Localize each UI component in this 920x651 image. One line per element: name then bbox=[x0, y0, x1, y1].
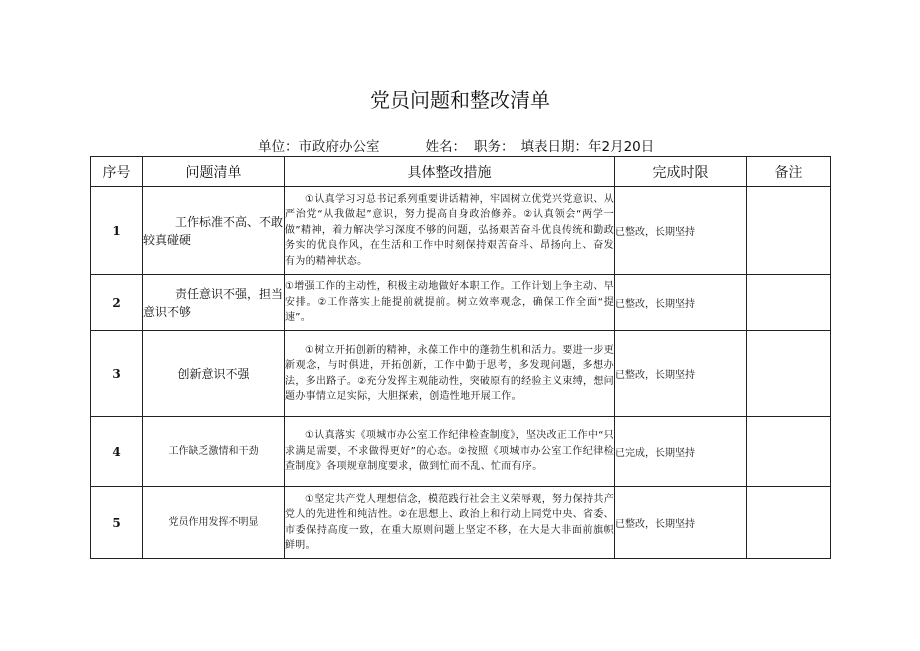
row-note bbox=[747, 187, 831, 275]
position-field: 职务： bbox=[474, 139, 515, 155]
unit-field: 单位：市政府办公室 bbox=[258, 139, 380, 155]
row-index: 2 bbox=[91, 275, 143, 331]
rectification-table bbox=[90, 156, 831, 559]
row-index: 5 bbox=[91, 487, 143, 559]
row-note bbox=[747, 331, 831, 417]
row-index: 1 bbox=[91, 187, 143, 275]
row-deadline: 已整改，长期坚持 bbox=[615, 187, 747, 275]
table-row bbox=[91, 331, 831, 417]
header-measures: 具体整改措施 bbox=[285, 157, 615, 187]
form-meta-line bbox=[258, 135, 654, 155]
row-index: 4 bbox=[91, 417, 143, 487]
row-measures-text: ①坚定共产党人理想信念，模范践行社会主义荣辱观，努力保持共产党人的先进性和纯洁性。②在思想上、政治上和行动上同党中央、省委、市委保持高度一致，在重大原则问题上坚定不移，在大是大非面前旗帜鲜明。 bbox=[285, 493, 614, 551]
row-note bbox=[747, 487, 831, 559]
date-field: 填表日期：年2月20日 bbox=[520, 139, 655, 155]
row-measures-text: ①增强工作的主动性，积极主动地做好本职工作。工作计划上争主动、早安排。②工作落实上能提前就提前。树立效率观念，确保工作全面“提速”。 bbox=[285, 281, 614, 324]
name-field: 姓名： bbox=[425, 139, 466, 155]
row-deadline: 已完成，长期坚持 bbox=[615, 417, 747, 487]
row-measures bbox=[285, 487, 615, 559]
header-note: 备注 bbox=[747, 157, 831, 187]
row-issue: 工作标准不高、不敢较真碰硬 bbox=[143, 187, 285, 275]
row-deadline: 已整改，长期坚持 bbox=[615, 331, 747, 417]
table-row bbox=[91, 487, 831, 559]
header-index: 序号 bbox=[91, 157, 143, 187]
document-title: 党员问题和整改清单 bbox=[370, 88, 550, 112]
table-row bbox=[91, 187, 831, 275]
row-measures-text: ①认真学习习总书记系列重要讲话精神，牢固树立优党兴党意识、从严治党“从我做起”意识，努力提高自身政治修养。②认真领会“两学一做”精神，着力解决学习深度不够的问题，弘扬艰苦奋斗优良传统和勤政务实的优良作风，在生活和工作中时刻保持艰苦奋斗、昂扬向上、奋发有为的精神状态。 bbox=[285, 193, 614, 267]
row-measures bbox=[285, 331, 615, 417]
row-measures bbox=[285, 187, 615, 275]
row-issue: 党员作用发挥不明显 bbox=[143, 487, 285, 559]
row-issue: 工作缺乏激情和干劲 bbox=[143, 417, 285, 487]
row-issue: 责任意识不强，担当意识不够 bbox=[143, 275, 285, 331]
header-issue: 问题清单 bbox=[143, 157, 285, 187]
row-measures-text: ①树立开拓创新的精神，永葆工作中的蓬勃生机和活力。要进一步更新观念，与时俱进，开拓创新，工作中勤于思考，多发现问题，多想办法，多出路子。②充分发挥主观能动性，突破原有的经验主义束缚，想问题办事情立足实际，大胆探索，创造性地开展工作。 bbox=[285, 344, 614, 402]
row-note bbox=[747, 417, 831, 487]
table-row bbox=[91, 275, 831, 331]
row-deadline: 已整改，长期坚持 bbox=[615, 275, 747, 331]
row-index: 3 bbox=[91, 331, 143, 417]
table-row bbox=[91, 417, 831, 487]
header-deadline: 完成时限 bbox=[615, 157, 747, 187]
row-note bbox=[747, 275, 831, 331]
row-issue: 创新意识不强 bbox=[143, 331, 285, 417]
row-measures bbox=[285, 417, 615, 487]
row-deadline: 已整改，长期坚持 bbox=[615, 487, 747, 559]
table-header-row bbox=[91, 157, 831, 187]
row-measures-text: ①认真落实《项城市办公室工作纪律检查制度》，坚决改正工作中“只求满足需要，不求做得更好”的心态。②按照《项城市办公室工作纪律检查制度》各项规章制度要求，做到忙而不乱、忙而有序。 bbox=[285, 430, 614, 473]
row-measures bbox=[285, 275, 615, 331]
